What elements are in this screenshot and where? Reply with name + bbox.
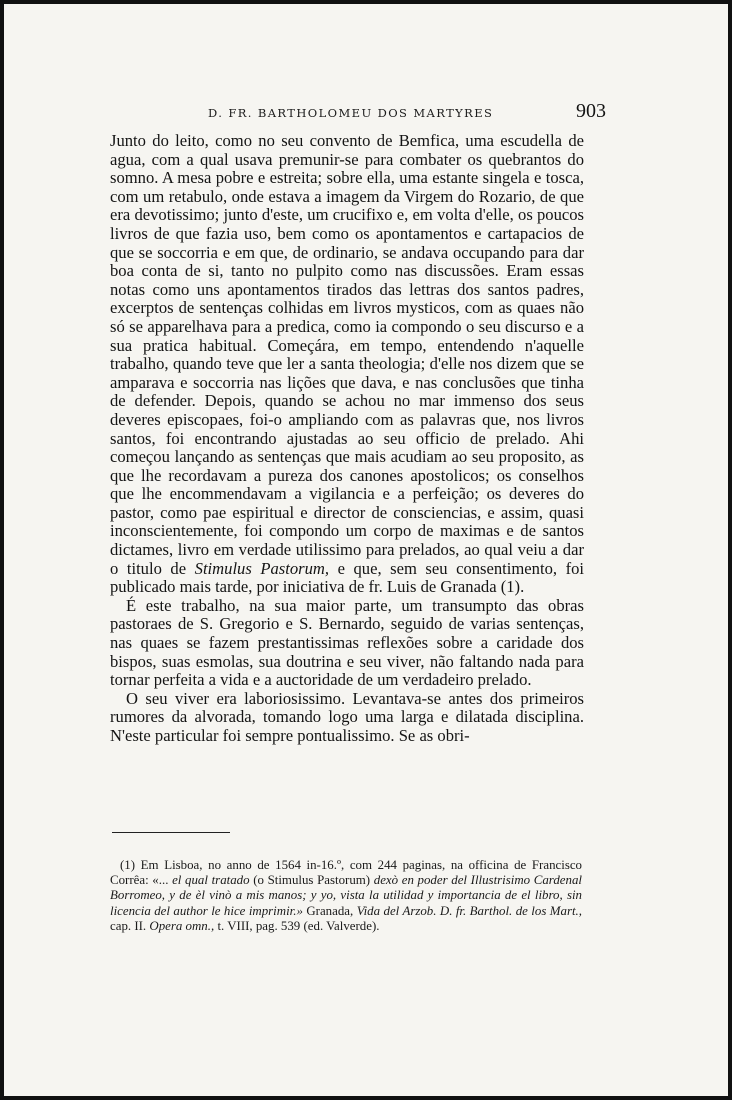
body-text <box>110 132 584 746</box>
paragraph-text: Junto do leito, como no seu convento de Bemfica, uma escudella de agua, com a qual usava premunir-se para combater os quebrantos do somno. A mesa pobre e estreita; sobre ella, uma estante singela e tosca, com um retabulo, onde estava a imagem da Virgem do Rozario, de que era devotissimo; junto d'este, um crucifixo e, em volta d'elle, os poucos livros de que fazia uso, bem como os apontamentos e cartapacios de que se soccorria e em que, de ordinario, se andava occupando para dar boa conta de si, tanto no pulpito como nas discussões. Eram essas notas como uns apontamentos tirados das lettras dos santos padres, excerptos de sentenças colhidas em livros mysticos, com as quaes não só se apparelhava para a predica, como ia compondo o seu discurso e a sua pratica habitual. Começára, em tempo, entendendo n'aquelle trabalho, quando teve que ler a santa theologia; d'elle nos dizem que se amparava e soccorria nas lições que dava, e nas conclusões que tinha de defender. Depois, quando se achou no mar immenso dos seus deveres episcopaes, foi-o ampliando com as palavras que, nos livros santos, foi encontrando ajustadas ao seu officio de prelado. Ahi começou lançando as sentenças que mais acudiam ao seu proposito, as que lhe recordavam a pureza dos canones apostolicos; os conselhos que lhe encommendavam a vigilancia e a perfeição; os deveres do pastor, como pae espiritual e director de consciencias, e assim, quasi inconscientemente, foi compondo um corpo de maximas e de santos dictames, livro em verdade utilissimo para prelados, ao qual veiu a dar o titulo de <box>110 131 584 578</box>
footnote-text: Granada, <box>306 903 354 918</box>
footnote-text: Em Lisboa, no anno de 1564 in-16.º, com 244 paginas, na officina de Francisco Corrêa: «... <box>110 858 583 888</box>
footnote-italic: el qual tratado <box>172 873 250 888</box>
footnote <box>110 858 582 934</box>
paragraph-text: e que, sem seu consentimento, foi publicado mais tarde, por iniciativa de fr. Luis de Granada (1). <box>110 558 584 597</box>
footnote-text: (o Stimulus Pastorum) <box>253 873 371 888</box>
footnote-italic: dexò en poder del Illustrisimo Cardenal Borromeo, y de èl vinò a mis manos; y yo, vista la utilidad y importancia de el libro, sin licencia del author le hice imprimir.» <box>110 873 582 918</box>
footnote-italic: Vida del Arzob. D. fr. Barthol. de los Mart., <box>356 903 582 918</box>
paragraph: O seu viver era laboriosissimo. Levantava-se antes dos primeiros rumores da alvorada, tomando logo uma larga e dilatada disciplina. N'este particular foi sempre pontualissimo. Se as obri- <box>110 688 584 745</box>
footnote-marker: (1) <box>120 858 136 872</box>
page-header <box>112 100 606 126</box>
paragraph <box>110 132 584 597</box>
footnote-text: t. VIII, pag. 539 (ed. Valverde). <box>217 918 380 933</box>
footnote-italic: Opera omn., <box>149 918 215 933</box>
paragraph: É este trabalho, na sua maior parte, um transumpto das obras pastoraes de S. Gregorio e S. Bernardo, seguido de varias sentenças, nas quaes se fazem prestantissimas reflexões sobre a caridade dos bispos, suas esmolas, sua doutrina e seu viver, não faltando nada para tornar perfeita a vida e a auctoridade de um verdadeiro prelado. <box>110 595 584 690</box>
footnote-divider <box>112 832 230 833</box>
page-number: 903 <box>576 100 606 122</box>
running-title: D. FR. BARTHOLOMEU DOS MARTYRES <box>208 106 494 120</box>
footnote-text: cap. II. <box>110 918 147 933</box>
book-title: Stimulus Pastorum, <box>194 558 330 578</box>
